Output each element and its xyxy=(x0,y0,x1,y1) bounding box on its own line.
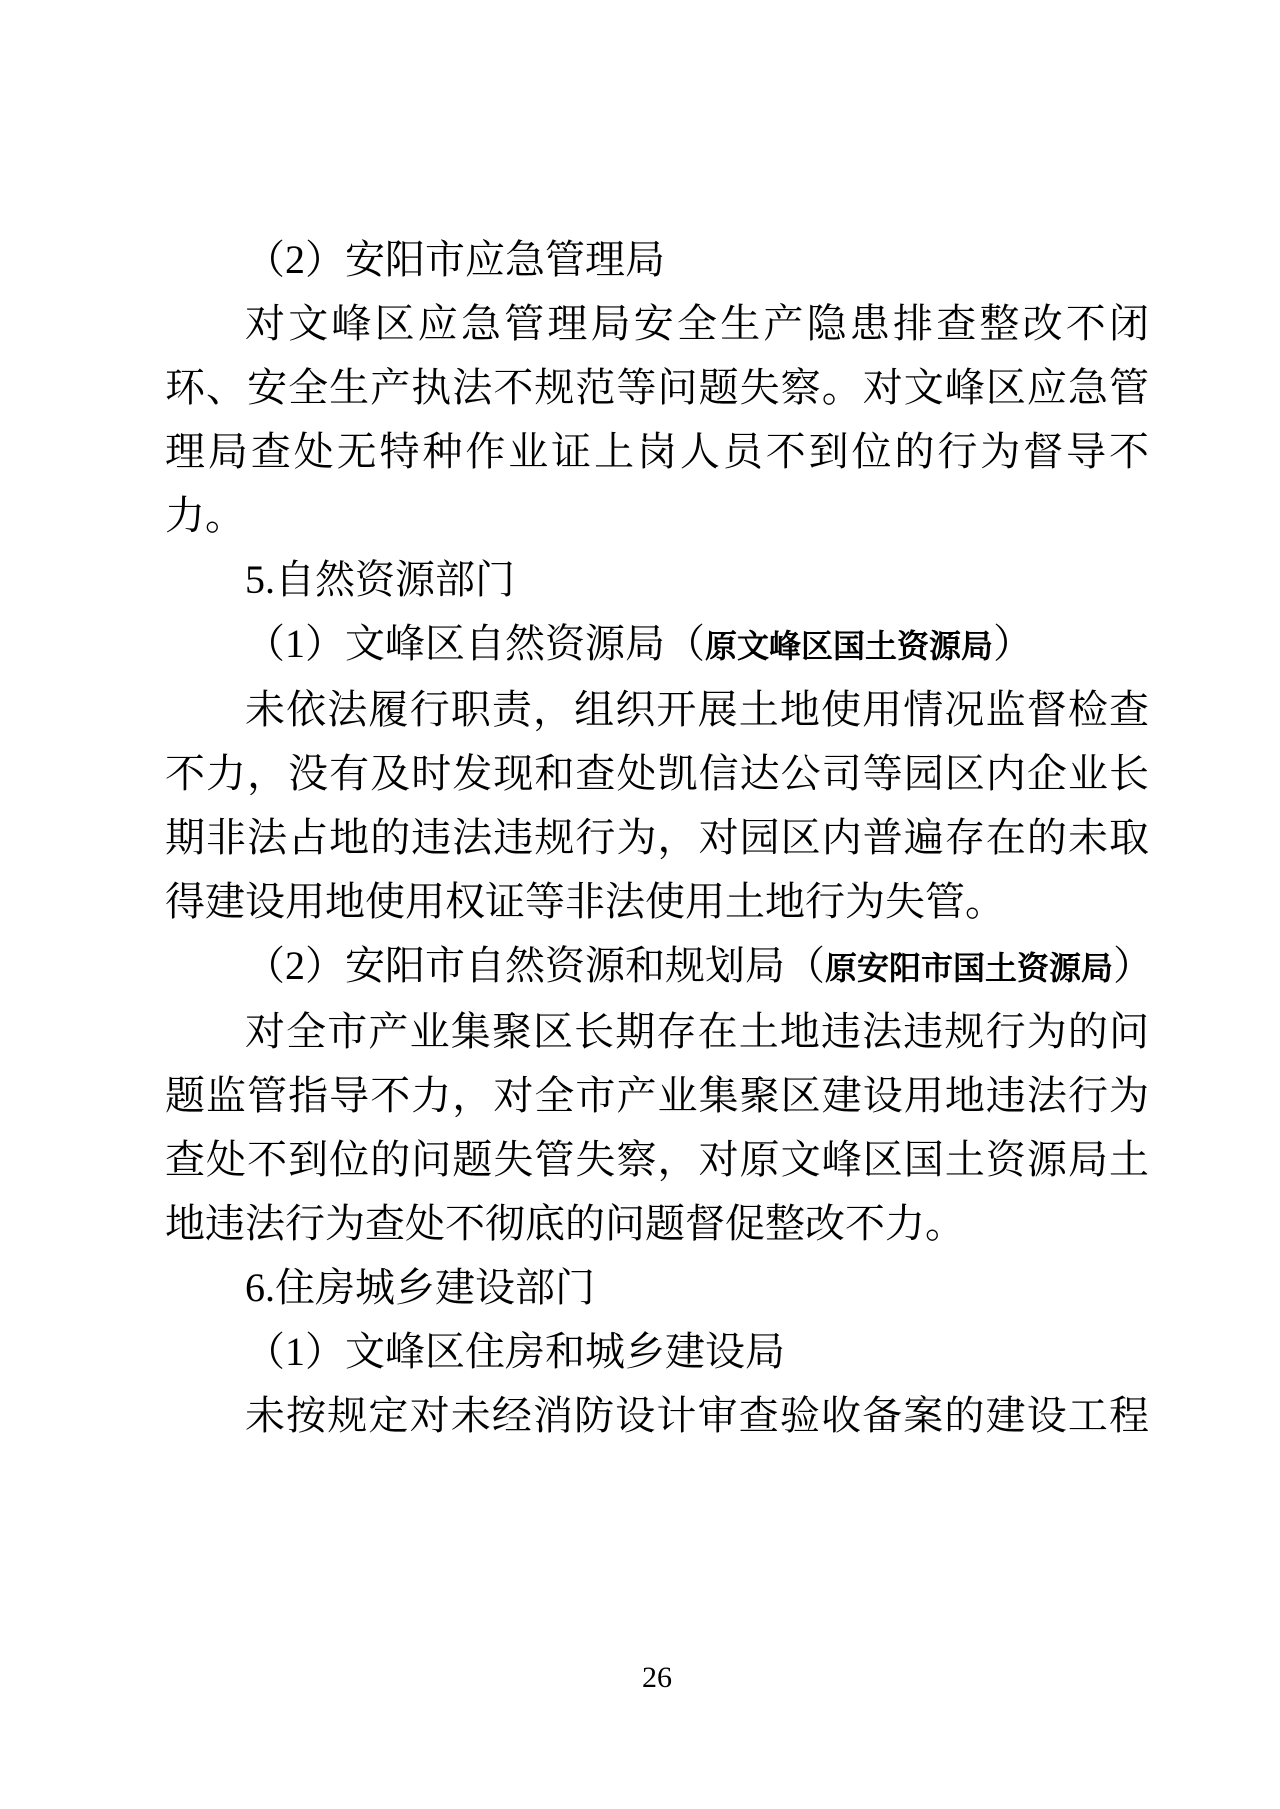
heading-text: （2）安阳市自然资源和规划局（ xyxy=(245,943,825,988)
heading-text: （1）文峰区住房和城乡建设局 xyxy=(245,1329,785,1374)
heading-text: 6.住房城乡建设部门 xyxy=(245,1265,595,1310)
paragraph-anyang-natural-resources-findings xyxy=(165,1000,1149,1256)
heading-text: （1）文峰区自然资源局（ xyxy=(245,621,705,666)
heading-anyang-natural-resources-bureau xyxy=(165,934,1154,1000)
former-name-note: 原文峰区国土资源局 xyxy=(705,628,994,664)
heading-text: （2）安阳市应急管理局 xyxy=(245,237,665,282)
document-body xyxy=(165,228,1154,1448)
paragraph-emergency-findings xyxy=(165,292,1149,548)
paragraph-text: 未按规定对未经消防设计审查验收备案的建设工程 xyxy=(245,1393,1149,1438)
heading-natural-resources-section xyxy=(165,548,1149,612)
paragraph-text: 未依法履行职责，组织开展土地使用情况监督检查不力，没有及时发现和查处凯信达公司等园区内企业长期非法占地的违法违规行为，对园区内普遍存在的未取得建设用地使用权证等非法使用土地行为失管。 xyxy=(165,687,1149,924)
heading-wenfeng-natural-resources-bureau xyxy=(165,612,1149,678)
heading-text: ） xyxy=(1113,943,1154,988)
heading-wenfeng-housing-bureau xyxy=(165,1320,1149,1384)
paragraph-text: 对文峰区应急管理局安全生产隐患排查整改不闭环、安全生产执法不规范等问题失察。对文峰区应急管理局查处无特种作业证上岗人员不到位的行为督导不力。 xyxy=(165,301,1149,538)
paragraph-wenfeng-natural-resources-findings xyxy=(165,678,1149,934)
paragraph-text: 对全市产业集聚区长期存在土地违法违规行为的问题监管指导不力，对全市产业集聚区建设用地违法行为查处不到位的问题失管失察，对原文峰区国土资源局土地违法行为查处不彻底的问题督促整改不力。 xyxy=(165,1009,1149,1246)
heading-text: 5.自然资源部门 xyxy=(245,557,515,602)
former-name-note: 原安阳市国土资源局 xyxy=(825,950,1114,986)
page-number: 26 xyxy=(642,1661,672,1694)
paragraph-housing-findings xyxy=(165,1384,1149,1448)
heading-anyang-emergency-bureau xyxy=(165,228,1149,292)
heading-housing-construction-section xyxy=(165,1256,1149,1320)
heading-text: ） xyxy=(993,621,1034,666)
